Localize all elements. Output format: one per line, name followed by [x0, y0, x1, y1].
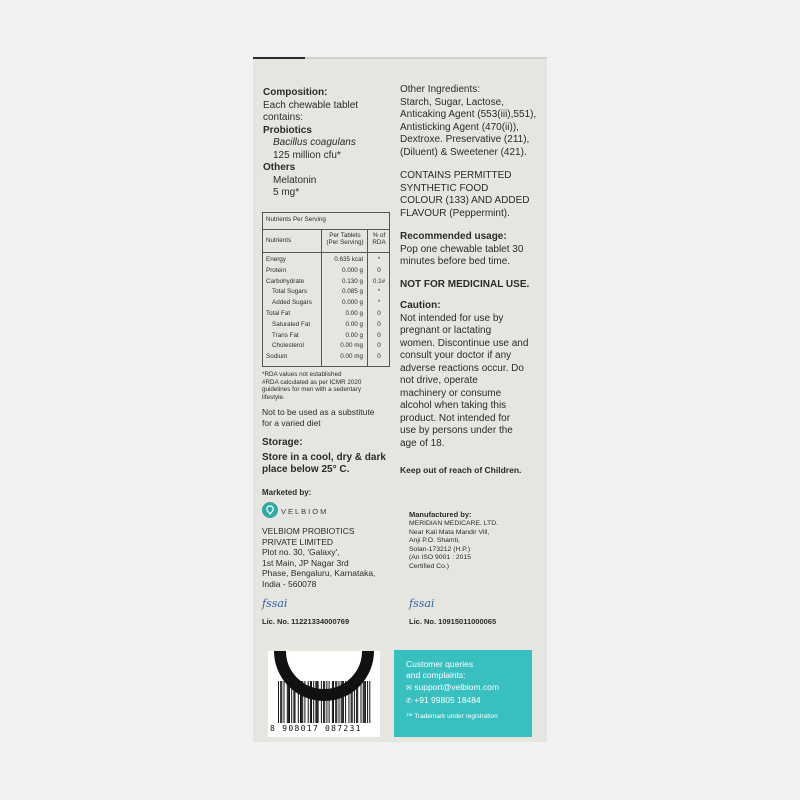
- trademark-note: ™ Trademark under registration: [406, 713, 498, 720]
- fssai-logo-marketer: fssai: [262, 597, 288, 610]
- nutrient-rda: *: [377, 256, 381, 263]
- nutrient-rda: *: [377, 299, 381, 307]
- manufacturer-heading: Manufactured by:: [409, 510, 472, 519]
- nutrient-rda: 0: [377, 342, 381, 350]
- nutrition-row: [263, 320, 389, 331]
- keep-out-notice: Keep out of reach of Children.: [400, 465, 522, 475]
- nutrient-rda: 0: [377, 353, 381, 361]
- probiotics-heading: Probiotics: [263, 124, 312, 136]
- nutrition-table: [262, 212, 390, 367]
- probiotic-amount: 125 million cfu*: [273, 149, 341, 161]
- storage-text-2: place below 25° C.: [262, 464, 350, 475]
- nutrient-rda: 0: [377, 310, 381, 317]
- storage-text-1: Store in a cool, dry & dark: [262, 451, 386, 463]
- others-heading: Others: [263, 162, 296, 173]
- marketed-heading: Marketed by:: [262, 488, 312, 497]
- nutrient-value: 0.00 g: [345, 310, 363, 317]
- nutrition-row: [263, 277, 389, 288]
- composition-section: [263, 87, 393, 200]
- nutrient-value: 0.000 g: [341, 299, 363, 307]
- velbiom-wordmark: VELBIOM: [281, 507, 329, 516]
- customer-care-box: [394, 650, 532, 737]
- velbiom-logo-icon: [262, 502, 278, 518]
- customer-phone[interactable]: +91 99805 18484: [414, 695, 481, 705]
- nutrient-rda: 0: [377, 331, 381, 339]
- nutrition-row: [263, 341, 389, 352]
- nutrient-name: Sodium: [266, 353, 288, 361]
- customer-phone-row: [406, 695, 481, 705]
- nutrient-value: 0.130 g: [341, 277, 363, 285]
- nutrition-row: [263, 298, 389, 309]
- barcode-area: [268, 651, 380, 737]
- nutrient-value: 0.00 mg: [340, 342, 363, 350]
- nutrient-value: 0.000 g: [341, 266, 363, 274]
- nutrition-row: [263, 331, 389, 342]
- fssai-logo-manufacturer: fssai: [409, 597, 435, 610]
- composition-intro-1: Each chewable tablet: [263, 99, 359, 111]
- nutrient-name: Total Sugars: [272, 288, 308, 296]
- usage-section: Recommended usage: Pop one chewable tablet 30 minutes before bed time.: [400, 231, 524, 267]
- nutrition-row: [263, 352, 389, 363]
- manufacturer-address: MERIDIAN MEDICARE. LTD. Near Kali Mata Mandir Vill, Anji P.O. Shamti, Solan-173212 (H.P.) (An ISO 9001 : 2015 Certified Co.): [409, 520, 498, 570]
- nutrition-row: [263, 255, 389, 266]
- nutrient-name: Total Fat: [266, 310, 291, 317]
- substitute-note: Not to be used as a substitute for a varied diet: [262, 407, 375, 428]
- nutrient-value: 0.00 mg: [340, 353, 363, 361]
- manufacturer-license: Lic. No. 10915011000065: [409, 617, 497, 626]
- marketer-address: VELBIOM PROBIOTICS PRIVATE LIMITED Plot no. 30, 'Galaxy', 1st Main, JP Nagar 3rd Phase, Bengaluru, Karnataka, India - 560078: [262, 526, 376, 589]
- marketer-license: Lic. No. 11221334000769: [262, 617, 350, 626]
- phone-icon: ✆: [406, 698, 412, 705]
- other-amount: 5 mg*: [273, 187, 300, 198]
- probiotic-name: Bacillus coagulans: [273, 137, 356, 148]
- caution-section: Caution: Not intended for use by pregnant or lactating women. Discontinue use and consult your doctor if any adverse reactions occur. Do not drive, operate machinery or consume alcohol when taking this product. Not intended for use by persons under the age of 18.: [400, 300, 529, 449]
- ingredients-heading: Other Ingredients:: [400, 84, 481, 95]
- customer-email-row: [406, 682, 499, 692]
- nutrient-name: Carbohydrate: [266, 277, 305, 285]
- ingredients-section: Other Ingredients: Starch, Sugar, Lactose, Anticaking Agent (553(iii),551), Antisticking Agent (470(ii)), Dextroxe. Preservative (211), (Diluent) & Sweetener (421).: [400, 84, 537, 158]
- nutrient-rda: *: [377, 288, 381, 296]
- nutrition-row: [263, 309, 389, 320]
- nutrient-name: Trans Fat: [272, 331, 299, 339]
- nutrition-title: Nutrients Per Serving: [266, 216, 326, 223]
- nutrient-rda: 0.1#: [372, 277, 386, 285]
- composition-intro-2: contains:: [263, 112, 304, 123]
- customer-heading: Customer queries and complaints:: [406, 659, 474, 680]
- caution-heading: Caution:: [400, 300, 441, 311]
- mail-icon: ✉: [406, 685, 412, 692]
- barcode-digits: 8 908017 087231: [270, 724, 362, 733]
- usage-heading: Recommended usage:: [400, 231, 507, 242]
- col-per-tablet: Per Tablets (Per Serving): [326, 232, 364, 246]
- nutrition-footnotes: *RDA values not established #RDA calculated as per ICMR 2020 guidelines for men with a sedentary lifestyle.: [262, 371, 362, 401]
- nutrient-name: Cholesterol: [272, 342, 304, 350]
- other-name: Melatonin: [273, 174, 317, 186]
- nutrient-name: Protein: [266, 266, 286, 274]
- nutrient-value: 0.085 g: [341, 288, 363, 296]
- storage-section: [262, 437, 386, 477]
- nutrient-value: 0.00 g: [345, 331, 363, 339]
- nutrient-value: 0.00 g: [345, 320, 363, 328]
- colour-notice: CONTAINS PERMITTED SYNTHETIC FOOD COLOUR (133) AND ADDED FLAVOUR (Peppermint).: [400, 170, 530, 219]
- top-edge: [253, 57, 547, 59]
- col-nutrients: Nutrients: [266, 237, 292, 244]
- customer-email[interactable]: support@velbiom.com: [414, 682, 499, 692]
- nutrient-name: Energy: [266, 256, 286, 263]
- nutrition-row: [263, 287, 389, 298]
- nutrient-name: Added Sugars: [272, 299, 312, 307]
- nutrition-row: [263, 266, 389, 277]
- nutrient-name: Saturated Fat: [272, 320, 311, 328]
- not-medicinal: NOT FOR MEDICINAL USE.: [400, 279, 530, 290]
- nutrient-value: 0.635 kcal: [334, 256, 363, 263]
- storage-heading: Storage:: [262, 437, 303, 448]
- col-rda: % of RDA: [372, 232, 386, 246]
- nutrient-rda: 0: [377, 320, 381, 328]
- nutrient-rda: 0: [377, 266, 381, 274]
- composition-heading: Composition:: [263, 87, 328, 98]
